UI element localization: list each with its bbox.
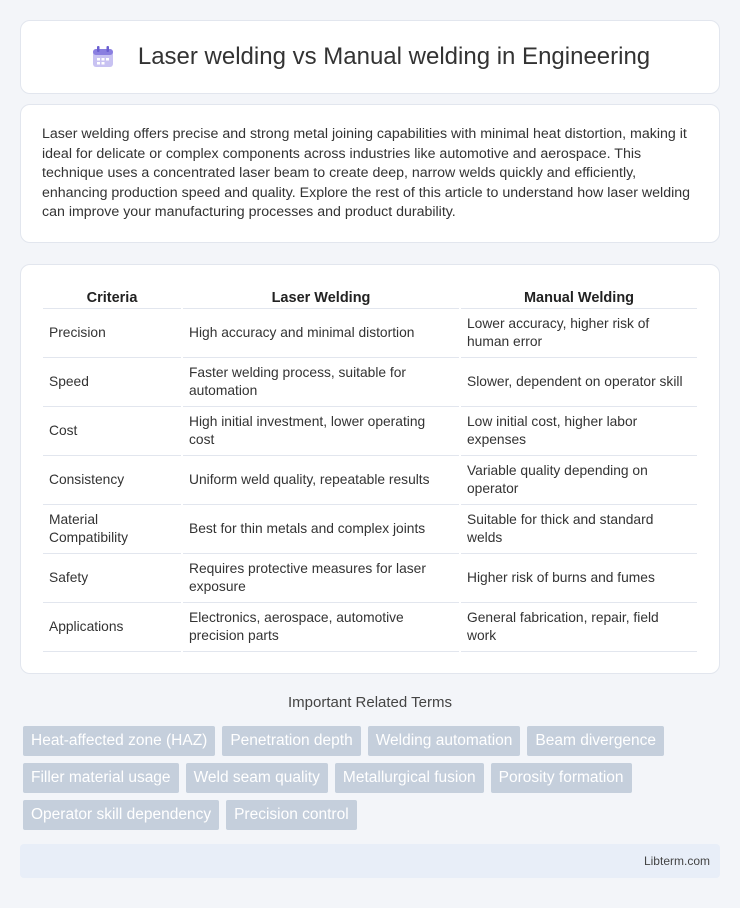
column-header: Criteria: [43, 285, 181, 309]
comparison-card: [20, 264, 720, 674]
footer: [20, 844, 720, 878]
column-header: Laser Welding: [183, 285, 459, 309]
table-row: [43, 456, 697, 505]
table-cell: High accuracy and minimal distortion: [183, 309, 459, 358]
tag-penetration-depth[interactable]: Penetration depth: [222, 726, 360, 756]
table-cell: Material Compatibility: [43, 505, 181, 554]
table-row: [43, 358, 697, 407]
tag-metallurgical-fusion[interactable]: Metallurgical fusion: [335, 763, 484, 793]
table-cell: Applications: [43, 603, 181, 652]
table-cell: Cost: [43, 407, 181, 456]
comparison-table: [41, 285, 699, 652]
table-cell: Consistency: [43, 456, 181, 505]
table-cell: Electronics, aerospace, automotive precision parts: [183, 603, 459, 652]
tag-row: [23, 763, 723, 793]
tag-heat-affected-zone[interactable]: Heat-affected zone (HAZ): [23, 726, 215, 756]
calendar-icon: [90, 44, 116, 70]
footer-site-link[interactable]: Libterm.com: [643, 854, 710, 868]
table-cell: Higher risk of burns and fumes: [461, 554, 697, 603]
tag-row: [23, 800, 723, 830]
table-cell: General fabrication, repair, field work: [461, 603, 697, 652]
table-cell: Precision: [43, 309, 181, 358]
tag-operator-skill-dependency[interactable]: Operator skill dependency: [23, 800, 219, 830]
table-cell: Variable quality depending on operator: [461, 456, 697, 505]
table-cell: Safety: [43, 554, 181, 603]
table-cell: Speed: [43, 358, 181, 407]
table-row: [43, 309, 697, 358]
related-terms-list: [23, 726, 723, 837]
table-cell: Slower, dependent on operator skill: [461, 358, 697, 407]
table-cell: Uniform weld quality, repeatable results: [183, 456, 459, 505]
table-row: [43, 407, 697, 456]
table-row: [43, 603, 697, 652]
tag-porosity-formation[interactable]: Porosity formation: [491, 763, 632, 793]
intro-card: [20, 104, 720, 243]
table-header-row: [43, 285, 697, 309]
page-title: Laser welding vs Manual welding in Engineering: [137, 43, 651, 70]
table-cell: Requires protective measures for laser exposure: [183, 554, 459, 603]
related-terms-heading: Important Related Terms: [288, 694, 452, 711]
table-cell: Faster welding process, suitable for automation: [183, 358, 459, 407]
tag-weld-seam-quality[interactable]: Weld seam quality: [186, 763, 328, 793]
table-cell: Best for thin metals and complex joints: [183, 505, 459, 554]
column-header: Manual Welding: [461, 285, 697, 309]
tag-filler-material-usage[interactable]: Filler material usage: [23, 763, 179, 793]
tag-row: [23, 726, 723, 756]
tag-precision-control[interactable]: Precision control: [226, 800, 357, 830]
tag-welding-automation[interactable]: Welding automation: [368, 726, 521, 756]
table-row: [43, 505, 697, 554]
table-cell: Lower accuracy, higher risk of human error: [461, 309, 697, 358]
table-cell: Suitable for thick and standard welds: [461, 505, 697, 554]
tag-beam-divergence[interactable]: Beam divergence: [527, 726, 664, 756]
intro-paragraph: Laser welding offers precise and strong metal joining capabilities with minimal heat distortion, making it ideal for delicate or complex components across industries like automotive and aerospace. This technique uses a concentrated laser beam to create deep, narrow welds quickly and efficiently, enhancing production speed and quality. Explore the rest of this article to understand how laser welding can improve your manufacturing processes and product durability.: [42, 126, 691, 220]
title-card: [20, 20, 720, 94]
table-row: [43, 554, 697, 603]
table-cell: High initial investment, lower operating cost: [183, 407, 459, 456]
table-cell: Low initial cost, higher labor expenses: [461, 407, 697, 456]
